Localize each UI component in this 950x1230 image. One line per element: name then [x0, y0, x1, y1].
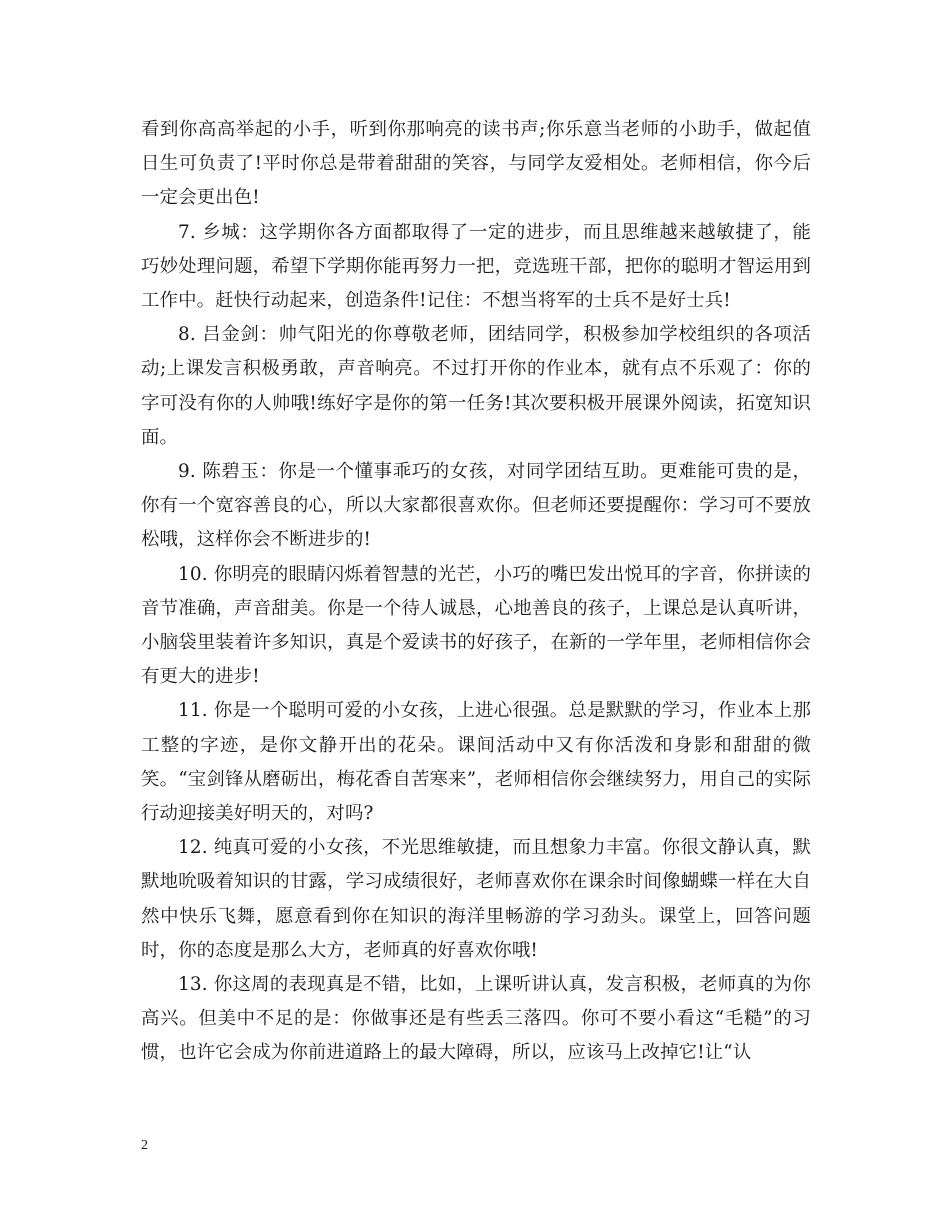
paragraph-comment-7: 7. 乡城：这学期你各方面都取得了一定的进步，而且思维越来越敏捷了，能巧妙处理问题，希望下学期你能再努力一把，竞选班干部，把你的聪明才智运用到工作中。赶快行动起来，创造条件!记住：不想当将军的士兵不是好士兵! [141, 221, 811, 312]
document-body [141, 113, 811, 1071]
paragraph-comment-12: 12. 纯真可爱的小女孩，不光思维敏捷，而且想象力丰富。你很文静认真，默默地吮吸着知识的甘露，学习成绩很好，老师喜欢你在课余时间像蝴蝶一样在大自然中快乐飞舞，愿意看到你在知识的海洋里畅游的学习劲头。课堂上，回答问题时，你的态度是那么大方，老师真的好喜欢你哦! [141, 837, 811, 961]
paragraph-comment-13: 13. 你这周的表现真是不错，比如，上课听讲认真，发言积极，老师真的为你高兴。但美中不足的是：你做事还是有些丢三落四。你可不要小看这“毛糙”的习惯，也许它会成为你前进道路上的最大障碍，所以，应该马上改掉它!让“认 [141, 974, 811, 1064]
paragraph-comment-10: 10. 你明亮的眼睛闪烁着智慧的光芒，小巧的嘴巴发出悦耳的字音，你拼读的音节准确，声音甜美。你是一个待人诚恳，心地善良的孩子，上课总是认真听讲，小脑袋里装着许多知识，真是个爱读书的好孩子，在新的一学年里，老师相信你会有更大的进步! [141, 563, 811, 688]
paragraph-comment-8: 8. 吕金剑：帅气阳光的你尊敬老师，团结同学，积极参加学校组织的各项活动;上课发言积极勇敢，声音响亮。不过打开你的作业本，就有点不乐观了：你的字可没有你的人帅哦!练好字是你的第一任务!其次要积极开展课外阅读，拓宽知识面。 [141, 324, 811, 448]
paragraph-comment-11: 11. 你是一个聪明可爱的小女孩，上进心很强。总是默默的学习，作业本上那工整的字迹，是你文静开出的花朵。课间活动中又有你活泼和身影和甜甜的微笑。“宝剑锋从磨砺出，梅花香自苦寒来”，老师相信你会继续努力，用自己的实际行动迎接美好明天的，对吗? [141, 700, 811, 825]
paragraph-comment-9: 9. 陈碧玉：你是一个懂事乖巧的女孩，对同学团结互助。更难能可贵的是，你有一个宽容善良的心，所以大家都很喜欢你。但老师还要提醒你：学习可不要放松哦，这样你会不断进步的! [141, 461, 811, 551]
page-number: 2 [141, 1138, 148, 1153]
paragraph-continuation: 看到你高高举起的小手，听到你那响亮的读书声;你乐意当老师的小助手，做起值日生可负责了!平时你总是带着甜甜的笑容，与同学友爱相处。老师相信，你今后一定会更出色! [141, 119, 811, 209]
